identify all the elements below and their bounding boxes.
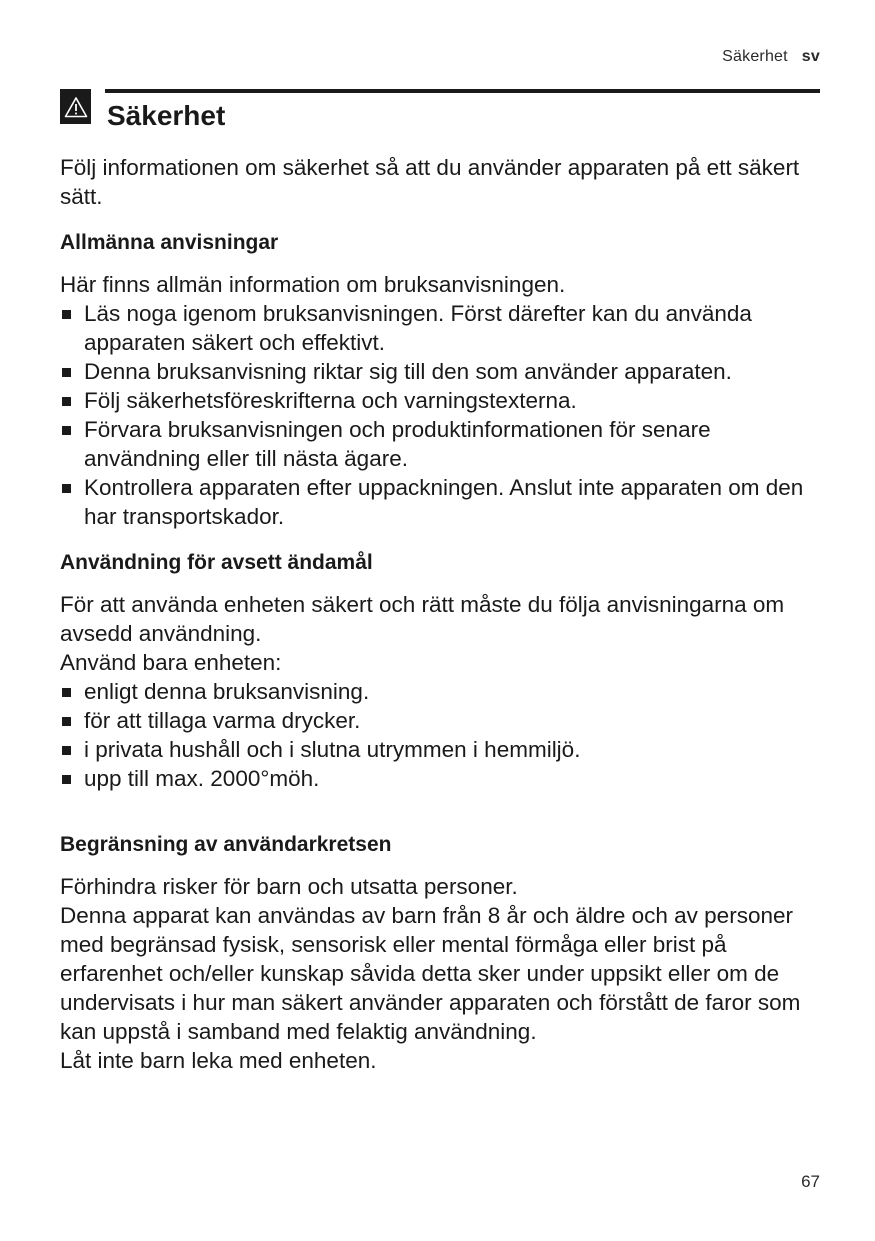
section-heading-intended-use: Användning för avsett ändamål [60,551,373,574]
list-item: Förvara bruksanvisningen och produktinformationen för senare användning eller till nästa ägare. [60,415,822,473]
user-restriction-text-2: Denna apparat kan användas av barn från 8 år och äldre och av personer med begränsad fysisk, sensorisk eller mental förmåga eller brist på erfarenhet och/eller kunskap såvida detta sker under uppsikt eller om de undervisats i hur man säkert använder apparaten och förstått de faror som kan uppstå i samband med felaktig användning. [60,903,801,1044]
intended-use-text: För att använda enheten säkert och rätt måste du följa anvisningarna om avsedd användning. [60,592,785,646]
page-number: 67 [801,1172,820,1191]
section-heading-user-restriction: Begränsning av användarkretsen [60,833,392,856]
intro-paragraph: Följ informationen om säkerhet så att du använder apparaten på ett säkert sätt. [60,155,800,209]
list-item: Följ säkerhetsföreskrifterna och varningstexterna. [60,386,822,415]
page-title: Säkerhet [107,100,226,131]
running-header [722,48,820,66]
intended-use-lead: Använd bara enheten: [60,650,282,675]
running-header-language: sv [801,48,820,65]
list-item: i privata hushåll och i slutna utrymmen i hemmiljö. [60,735,822,764]
list-item: upp till max. 2000°möh. [60,764,822,793]
running-header-section: Säkerhet [722,48,788,65]
section-heading-general: Allmänna anvisningar [60,231,279,254]
content [60,153,822,1075]
list-item: enligt denna bruksanvisning. [60,677,822,706]
warning-icon [60,89,91,124]
intended-use-list [60,677,822,793]
general-text: Här finns allmän information om bruksanvisningen. [60,272,566,297]
list-item: Läs noga igenom bruksanvisningen. Först därefter kan du använda apparaten säkert och effektivt. [60,299,822,357]
user-restriction-text-3: Låt inte barn leka med enheten. [60,1048,377,1073]
general-list [60,299,822,531]
list-item: Kontrollera apparaten efter uppackningen. Anslut inte apparaten om den har transportskador. [60,473,822,531]
heading-rule [105,89,820,93]
list-item: Denna bruksanvisning riktar sig till den som använder apparaten. [60,357,822,386]
list-item: för att tillaga varma drycker. [60,706,822,735]
user-restriction-text-1: Förhindra risker för barn och utsatta personer. [60,874,518,899]
